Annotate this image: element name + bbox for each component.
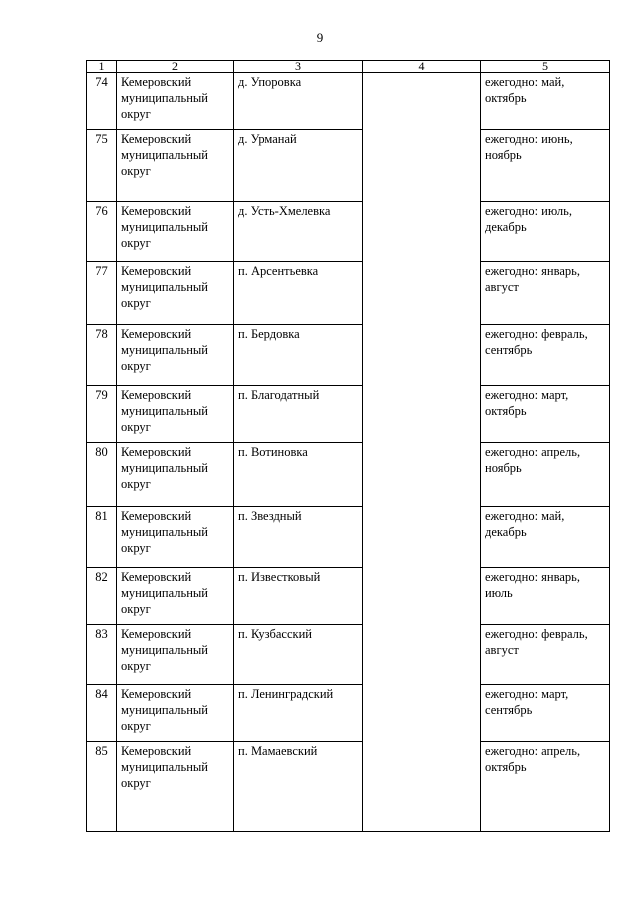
- row-number: 79: [87, 386, 117, 443]
- schedule-cell: ежегодно: март, октябрь: [481, 386, 610, 443]
- row-number: 81: [87, 507, 117, 568]
- row-number: 80: [87, 443, 117, 507]
- district-cell: Кемеровский муниципальный округ: [117, 202, 234, 262]
- header-col-4: 4: [363, 61, 481, 73]
- table-row: [87, 685, 610, 742]
- district-cell: Кемеровский муниципальный округ: [117, 568, 234, 625]
- table-row: [87, 443, 610, 507]
- schedule-cell: ежегодно: февраль, сентябрь: [481, 325, 610, 386]
- row-number: 76: [87, 202, 117, 262]
- district-cell: Кемеровский муниципальный округ: [117, 625, 234, 685]
- row-number: 85: [87, 742, 117, 832]
- district-cell: Кемеровский муниципальный округ: [117, 130, 234, 202]
- table-row: [87, 325, 610, 386]
- table-row: [87, 202, 610, 262]
- row-number: 82: [87, 568, 117, 625]
- merged-column-4-cell: [363, 73, 481, 832]
- schedule-cell: ежегодно: февраль, август: [481, 625, 610, 685]
- row-number: 75: [87, 130, 117, 202]
- district-cell: Кемеровский муниципальный округ: [117, 443, 234, 507]
- settlement-cell: п. Мамаевский: [234, 742, 363, 832]
- schedule-cell: ежегодно: май, октябрь: [481, 73, 610, 130]
- settlement-cell: д. Упоровка: [234, 73, 363, 130]
- district-cell: Кемеровский муниципальный округ: [117, 325, 234, 386]
- table-row: [87, 568, 610, 625]
- settlement-cell: п. Звездный: [234, 507, 363, 568]
- settlement-cell: п. Вотиновка: [234, 443, 363, 507]
- row-number: 84: [87, 685, 117, 742]
- table-row: [87, 742, 610, 832]
- row-number: 74: [87, 73, 117, 130]
- district-cell: Кемеровский муниципальный округ: [117, 262, 234, 325]
- table-row: [87, 625, 610, 685]
- settlement-cell: п. Ленинградский: [234, 685, 363, 742]
- settlement-cell: д. Усть-Хмелевка: [234, 202, 363, 262]
- header-col-2: 2: [117, 61, 234, 73]
- page-number: 9: [316, 30, 324, 45]
- table-row: [87, 507, 610, 568]
- district-cell: Кемеровский муниципальный округ: [117, 507, 234, 568]
- table-row: [87, 73, 610, 130]
- settlement-cell: п. Бердовка: [234, 325, 363, 386]
- schedule-cell: ежегодно: январь, август: [481, 262, 610, 325]
- row-number: 77: [87, 262, 117, 325]
- schedule-cell: ежегодно: январь, июль: [481, 568, 610, 625]
- schedule-table: [86, 60, 610, 832]
- settlement-cell: п. Благодатный: [234, 386, 363, 443]
- table-row: [87, 130, 610, 202]
- district-cell: Кемеровский муниципальный округ: [117, 742, 234, 832]
- schedule-cell: ежегодно: май, декабрь: [481, 507, 610, 568]
- row-number: 78: [87, 325, 117, 386]
- settlement-cell: п. Кузбасский: [234, 625, 363, 685]
- settlement-cell: д. Урманай: [234, 130, 363, 202]
- row-number: 83: [87, 625, 117, 685]
- settlement-cell: п. Известковый: [234, 568, 363, 625]
- schedule-cell: ежегодно: июль, декабрь: [481, 202, 610, 262]
- schedule-cell: ежегодно: март, сентябрь: [481, 685, 610, 742]
- table-row: [87, 386, 610, 443]
- table-header-row: [87, 61, 610, 73]
- table-row: [87, 262, 610, 325]
- header-col-5: 5: [481, 61, 610, 73]
- district-cell: Кемеровский муниципальный округ: [117, 386, 234, 443]
- schedule-cell: ежегодно: апрель, октябрь: [481, 742, 610, 832]
- schedule-cell: ежегодно: апрель, ноябрь: [481, 443, 610, 507]
- header-col-1: 1: [87, 61, 117, 73]
- schedule-cell: ежегодно: июнь, ноябрь: [481, 130, 610, 202]
- district-cell: Кемеровский муниципальный округ: [117, 685, 234, 742]
- district-cell: Кемеровский муниципальный округ: [117, 73, 234, 130]
- header-col-3: 3: [234, 61, 363, 73]
- settlement-cell: п. Арсентьевка: [234, 262, 363, 325]
